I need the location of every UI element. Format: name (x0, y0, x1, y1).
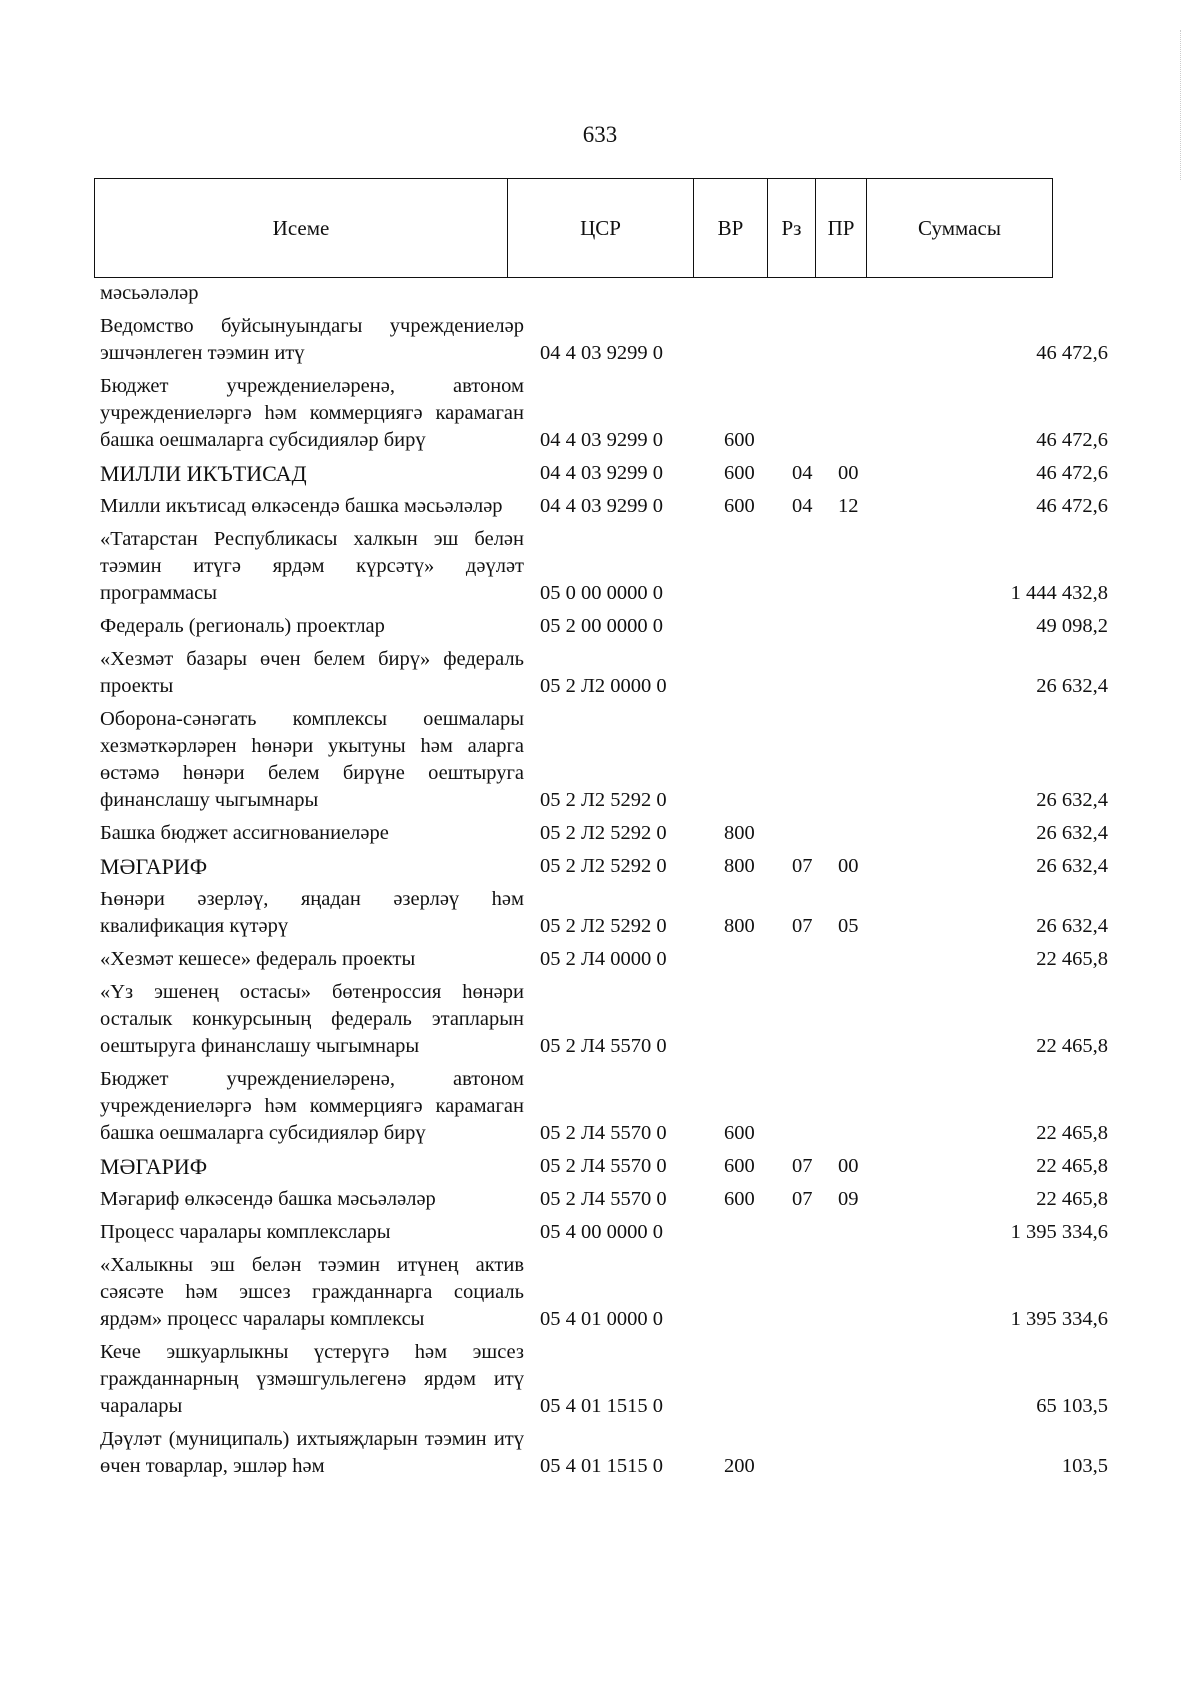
table-row (100, 280, 1110, 307)
cell-rz: 07 (792, 1155, 813, 1177)
cell-vr: 600 (724, 1122, 755, 1144)
cell-name: «Хезмәт кешесе» федераль проекты (100, 948, 416, 970)
cell-sum: 26 632,4 (1036, 675, 1108, 697)
cell-name: «Үз эшенең остасы» бөтенроссия һөнәри осталык конкурсының федераль этапларын оештыруга финанслашу чыгымнары (100, 981, 524, 1057)
cell-name: Мәгариф өлкәсендә башка мәсьәләләр (100, 1188, 436, 1210)
cell-rz: 04 (792, 462, 813, 484)
cell-pr: 00 (838, 462, 859, 484)
cell-name: МӘГАРИФ (100, 1154, 208, 1179)
cell-vr: 600 (724, 495, 755, 517)
cell-sum: 26 632,4 (1036, 789, 1108, 811)
cell-csr: 05 2 Л4 5570 0 (540, 1035, 667, 1057)
table-header (94, 178, 1053, 278)
cell-name: Милли икътисад өлкәсендә башка мәсьәләләр (100, 495, 503, 517)
table-row (100, 1066, 1110, 1147)
cell-sum: 1 395 334,6 (1010, 1221, 1108, 1243)
cell-csr: 04 4 03 9299 0 (540, 429, 663, 451)
cell-name: мәсьәләләр (100, 282, 199, 304)
table-body (100, 280, 1110, 1486)
column-header-vr: ВР (694, 179, 768, 278)
cell-pr: 09 (838, 1188, 859, 1210)
table-row (100, 1153, 1110, 1180)
cell-rz: 07 (792, 1188, 813, 1210)
cell-name: Бюджет учреждениеләренә, автоном учреждениеләргә һәм коммерциягә карамаган башка оешмаларга субсидияләр бирү (100, 375, 524, 451)
cell-pr: 05 (838, 915, 859, 937)
table-row (100, 1219, 1110, 1246)
cell-name: Ведомство буйсынуындагы учреждениеләр эшчәнлеген тәэмин итү (100, 315, 524, 364)
cell-csr: 05 2 Л4 5570 0 (540, 1122, 667, 1144)
cell-name: Оборона-сәнәгать комплексы оешмалары хезмәткәрләрен һөнәри укытуны һәм аларга өстәмә һөнәри белем бирүне оештыруга финанслашу чыгымнары (100, 708, 524, 811)
cell-rz: 07 (792, 855, 813, 877)
cell-csr: 05 2 Л2 0000 0 (540, 675, 667, 697)
cell-sum: 22 465,8 (1036, 1035, 1108, 1057)
cell-name: Процесс чаралары комплекслары (100, 1221, 391, 1243)
cell-pr: 12 (838, 495, 859, 517)
table-row (100, 820, 1110, 847)
cell-sum: 46 472,6 (1036, 462, 1108, 484)
cell-sum: 65 103,5 (1036, 1395, 1108, 1417)
cell-sum: 46 472,6 (1036, 429, 1108, 451)
table-row (100, 493, 1110, 520)
cell-name: «Халыкны эш белән тәэмин итүнең актив сәясәте һәм эшсез гражданнарга социаль ярдәм» процесс чаралары комплексы (100, 1254, 524, 1330)
cell-csr: 05 2 00 0000 0 (540, 615, 663, 637)
cell-sum: 46 472,6 (1036, 495, 1108, 517)
cell-vr: 600 (724, 462, 755, 484)
cell-csr: 05 2 Л2 5292 0 (540, 855, 667, 877)
cell-name: Дәүләт (муниципаль) ихтыяҗларын тәэмин итү өчен товарлар, эшләр һәм (100, 1428, 524, 1477)
cell-name: Федераль (региональ) проектлар (100, 615, 385, 637)
cell-csr: 05 4 01 1515 0 (540, 1455, 663, 1477)
page-number: 633 (582, 122, 618, 147)
cell-name: Кече эшкуарлыкны үстерүгә һәм эшсез гражданнарның үзмәшгульлегенә ярдәм итү чаралары (100, 1341, 524, 1417)
cell-sum: 26 632,4 (1036, 822, 1108, 844)
table-row (100, 1426, 1110, 1480)
scan-margin-mark (1180, 30, 1182, 180)
table-row (100, 1186, 1110, 1213)
cell-csr: 05 2 Л2 5292 0 (540, 915, 667, 937)
cell-vr: 800 (724, 822, 755, 844)
cell-vr: 800 (724, 915, 755, 937)
cell-sum: 22 465,8 (1036, 1188, 1108, 1210)
table-row (100, 646, 1110, 700)
cell-name: Һөнәри әзерләү, яңадан әзерләү һәм квалификация күтәрү (100, 888, 524, 937)
cell-vr: 200 (724, 1455, 755, 1477)
column-header-sum: Суммасы (867, 179, 1053, 278)
table-row (100, 460, 1110, 487)
cell-csr: 05 4 01 1515 0 (540, 1395, 663, 1417)
cell-vr: 600 (724, 429, 755, 451)
table-row (100, 946, 1110, 973)
cell-sum: 46 472,6 (1036, 342, 1108, 364)
cell-csr: 05 2 Л4 5570 0 (540, 1155, 667, 1177)
table-row (100, 526, 1110, 607)
cell-csr: 04 4 03 9299 0 (540, 495, 663, 517)
cell-name: МӘГАРИФ (100, 854, 208, 879)
table-row (100, 979, 1110, 1060)
cell-csr: 04 4 03 9299 0 (540, 462, 663, 484)
cell-pr: 00 (838, 855, 859, 877)
column-header-pr: ПР (816, 179, 867, 278)
cell-csr: 04 4 03 9299 0 (540, 342, 663, 364)
column-header-rz: Рз (768, 179, 816, 278)
cell-sum: 22 465,8 (1036, 948, 1108, 970)
cell-csr: 05 2 Л2 5292 0 (540, 822, 667, 844)
cell-sum: 22 465,8 (1036, 1155, 1108, 1177)
table-row (100, 1339, 1110, 1420)
cell-sum: 26 632,4 (1036, 855, 1108, 877)
column-header-csr: ЦСР (508, 179, 694, 278)
cell-rz: 07 (792, 915, 813, 937)
cell-pr: 00 (838, 1155, 859, 1177)
table-row (100, 313, 1110, 367)
cell-csr: 05 4 01 0000 0 (540, 1308, 663, 1330)
cell-csr: 05 4 00 0000 0 (540, 1221, 663, 1243)
cell-name: МИЛЛИ ИКЪТИСАД (100, 461, 307, 486)
cell-vr: 600 (724, 1188, 755, 1210)
cell-csr: 05 2 Л4 0000 0 (540, 948, 667, 970)
cell-sum: 49 098,2 (1036, 615, 1108, 637)
cell-name: «Хезмәт базары өчен белем бирү» федераль проекты (100, 648, 524, 697)
cell-name: Бюджет учреждениеләренә, автоном учреждениеләргә һәм коммерциягә карамаган башка оешмаларга субсидияләр бирү (100, 1068, 524, 1144)
cell-csr: 05 0 00 0000 0 (540, 582, 663, 604)
table-row (100, 1252, 1110, 1333)
cell-sum: 1 444 432,8 (1010, 582, 1108, 604)
cell-csr: 05 2 Л2 5292 0 (540, 789, 667, 811)
cell-rz: 04 (792, 495, 813, 517)
cell-name: «Татарстан Республикасы халкын эш белән тәэмин итүгә ярдәм күрсәтү» дәүләт программасы (100, 528, 524, 604)
table-row (100, 886, 1110, 940)
column-header-name: Исеме (95, 179, 508, 278)
cell-sum: 1 395 334,6 (1010, 1308, 1108, 1330)
cell-sum: 26 632,4 (1036, 915, 1108, 937)
table-row (100, 853, 1110, 880)
cell-sum: 22 465,8 (1036, 1122, 1108, 1144)
table-row (100, 613, 1110, 640)
cell-vr: 800 (724, 855, 755, 877)
table-row (100, 706, 1110, 814)
table-row (100, 373, 1110, 454)
cell-csr: 05 2 Л4 5570 0 (540, 1188, 667, 1210)
cell-name: Башка бюджет ассигнованиеләре (100, 822, 389, 844)
cell-vr: 600 (724, 1155, 755, 1177)
cell-sum: 103,5 (1061, 1455, 1108, 1477)
